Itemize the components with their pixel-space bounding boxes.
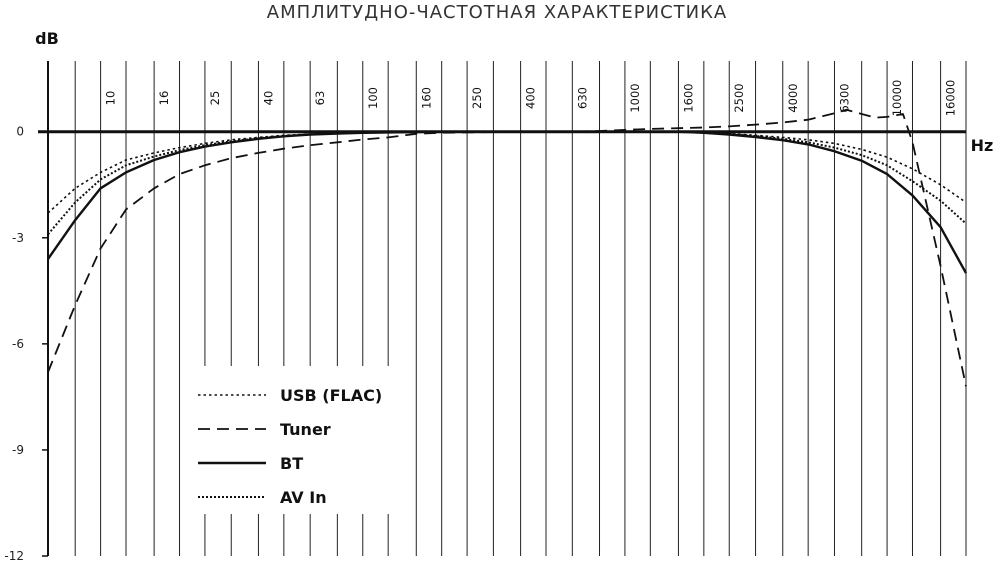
x-tick-label-4000: 4000 bbox=[785, 83, 800, 113]
x-tick-label-1600: 1600 bbox=[681, 83, 696, 113]
y-tick-label-0: 0 bbox=[16, 124, 24, 139]
x-tick-label-16000: 16000 bbox=[943, 79, 958, 117]
legend-label-tuner: Tuner bbox=[280, 420, 331, 439]
x-axis-label: Hz bbox=[970, 136, 994, 155]
series-line-bt bbox=[48, 132, 966, 273]
x-tick-label-25: 25 bbox=[207, 90, 222, 106]
x-tick-label-10: 10 bbox=[103, 90, 118, 106]
x-tick-label-16: 16 bbox=[157, 90, 172, 106]
x-tick-label-250: 250 bbox=[470, 87, 485, 109]
x-tick-label-1000: 1000 bbox=[627, 83, 642, 113]
legend-label-av-in: AV In bbox=[280, 488, 327, 507]
legend-label-bt: BT bbox=[280, 454, 304, 473]
y-tick-label-9: -9 bbox=[12, 442, 24, 457]
x-tick-label-160: 160 bbox=[419, 87, 434, 109]
x-tick-label-63: 63 bbox=[313, 90, 328, 106]
chart-series bbox=[48, 110, 966, 387]
y-tick-label-12: -12 bbox=[4, 549, 24, 563]
legend-label-usb-flac: USB (FLAC) bbox=[280, 386, 383, 405]
x-tick-label-630: 630 bbox=[575, 87, 590, 109]
y-tick-label-6: -6 bbox=[12, 336, 24, 351]
x-tick-label-100: 100 bbox=[365, 87, 380, 109]
chart-axes bbox=[4, 61, 966, 563]
chart-legend bbox=[185, 366, 405, 514]
y-axis-label: dB bbox=[35, 29, 59, 48]
x-tick-label-10000: 10000 bbox=[890, 79, 905, 117]
chart-title: АМПЛИТУДНО-ЧАСТОТНАЯ ХАРАКТЕРИСТИКА bbox=[266, 2, 728, 23]
x-tick-label-40: 40 bbox=[261, 90, 276, 106]
x-tick-label-6300: 6300 bbox=[837, 83, 852, 113]
x-tick-label-2500: 2500 bbox=[732, 83, 747, 113]
y-tick-label-3: -3 bbox=[12, 230, 24, 245]
x-tick-label-400: 400 bbox=[523, 87, 538, 109]
